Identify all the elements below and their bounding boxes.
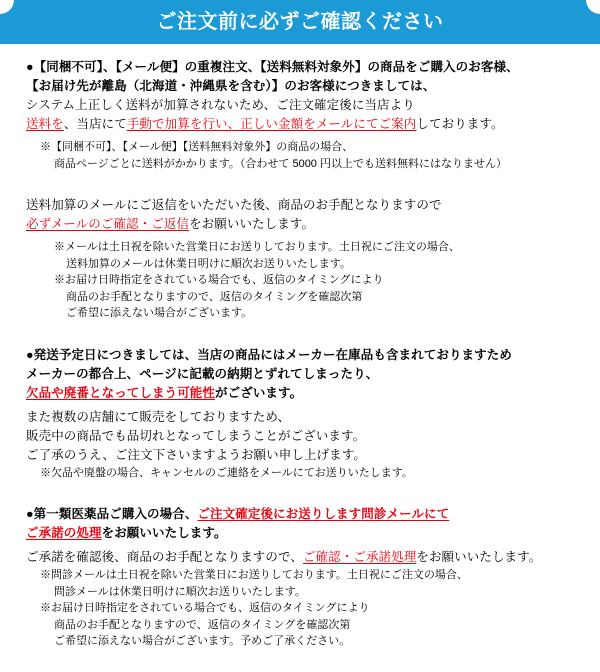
notice-line: 販売中の商品でも品切れとなってしまうことがございます。 [26, 428, 366, 443]
notice-segment-red: 問診メールにて [361, 507, 450, 521]
notice-note: 商品ページごとに送料がかかります。（合わせて 5000 円以上でも送料無料にはなりません） [54, 157, 507, 170]
notice-note: ※【同梱不可】、【メール便】【送料無料対象外】の商品の場合、 [40, 141, 354, 153]
notice-line: メーカーの都合上、ページに記載の納期とずれてしまったり、 [26, 366, 379, 381]
notice-line: また複数の店舗にて販売をしておりますため、 [26, 409, 291, 424]
notice-header-bar [0, 0, 600, 44]
notice-line-highlight [26, 384, 578, 403]
notice-line: ご了承のうえ、ご注文下さいますようお願い申し上げます。 [26, 447, 366, 462]
notice-segment-plain: しております。 [416, 117, 504, 131]
notice-segment-plain: をお願いいたします。 [189, 217, 315, 231]
spacer [26, 186, 578, 196]
notice-line: ●【同梱不可】、【メール便】の重複注文、【送料無料対象外】の商品をご購入のお客様、 [26, 60, 519, 74]
notice-segment-plain: ご承諾を確認後、商品のお手配となりますので、 [26, 550, 303, 564]
notice-segment-plain: をお願いいたします。 [416, 550, 542, 564]
notice-note: ※欠品や廃盤の場合、キャンセルのご連絡をメールにてお送りいたします。 [40, 466, 413, 479]
notice-segment-red: ご確認・ご承諾処理 [302, 550, 417, 564]
page-title: ご注文前に必ずご確認ください [156, 11, 444, 33]
notice-segment-red: ご注文確定後にお送りします [197, 507, 362, 521]
section-reply-required [26, 196, 578, 322]
notice-line-highlight [26, 548, 578, 567]
notice-segment-red: 手動で加算を行い、正しい金額をメールにてご案内 [126, 117, 417, 131]
notice-segment-red: 送料を [26, 117, 64, 131]
notice-note: ご希望に添えない場合がございます。 [66, 307, 253, 319]
notice-line-highlight [26, 505, 578, 524]
notice-note: ※メールは土日祝を除いた営業日にお送りしております。土日祝にご注文の場合、 [54, 241, 460, 253]
notice-note: 問診メールは休業日明けに順次お送りいたします。 [54, 585, 306, 598]
notice-line: システム上正しく送料が加算されないため、ご注文確定後に当店より [26, 98, 415, 112]
notice-line: 送料加算のメールにご返信をいただいた後、商品のお手配となりますので [26, 198, 442, 212]
notice-line-highlight [26, 115, 578, 134]
notice-line: ●発送予定日につきましては、当店の商品にはメーカー在庫品も含まれておりますため [26, 347, 512, 362]
notice-body [0, 44, 600, 672]
notice-segment-plain: をお願いいたします。 [101, 526, 227, 540]
notice-line: 【お届け先が離島（北海道・沖縄県を含む）】のお客様につきましては、 [26, 79, 436, 93]
notice-note: ご希望に添えない場合がございます。予めご了承ください。 [54, 635, 351, 647]
notice-note: 商品のお手配となりますので、返信のタイミングを確認次第 [66, 290, 363, 303]
notice-line-highlight [26, 215, 578, 234]
notice-line-highlight [26, 524, 578, 543]
section-shipping-schedule [26, 346, 578, 482]
section-shipping-fee [26, 58, 578, 172]
spacer [26, 495, 578, 505]
section-class1-medicine [26, 505, 578, 650]
notice-note: 送料加算のメールは休業日明けに順次お送りいたします。 [66, 257, 351, 270]
spacer [26, 336, 578, 346]
notice-note: ※お届け日時指定をされている場合でも、返信のタイミングにより [40, 602, 370, 614]
notice-segment-plain: 、当店にて [63, 117, 127, 131]
notice-segment-red: 欠品や廃番となってしまう可能性 [26, 385, 216, 400]
notice-note: ※問診メールは土日祝を除いた営業日にお送りしております。土日祝にご注文の場合、 [40, 569, 468, 581]
notice-segment-plain: ●第一類医薬品ご購入の場合、 [26, 507, 198, 521]
notice-segment-plain: がございます。 [215, 385, 303, 400]
notice-segment-red: 必ずメールのご確認・ご返信 [26, 217, 190, 231]
notice-note: ※お届け日時指定をされている場合でも、返信のタイミングにより [54, 274, 384, 286]
notice-note: 商品のお手配となりますので、返信のタイミングを確認次第 [54, 618, 351, 631]
notice-segment-red: ご承諾の処理 [26, 526, 102, 540]
